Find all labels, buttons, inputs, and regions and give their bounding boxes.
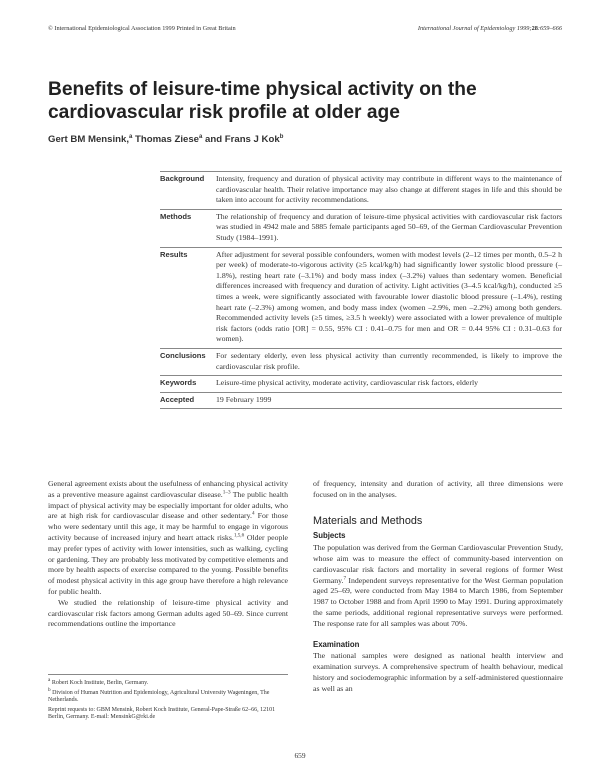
- reprint-request: Reprint requests to: GBM Mensink, Robert Koch Institute, General-Pape-Straße 62–66, 12101 Berlin, Germany. E-mail: MensinkG@rki.de: [48, 706, 276, 721]
- body-text: Independent surveys representative for the West German population aged 25–69, were conducted from May 1984 to March 1986, from September 1987 to October 1988 and from April 1990 to May 1991. During approximately the same periods, additional regional representative surveys were performed. The response rate for all samples was about 70%.: [313, 575, 563, 628]
- abstract-text: After adjustment for several possible confounders, women with modest levels (2–12 times per month, 0.5–2 h per week) of moderate-to-vigorous activity (≥5 kcal/kg/h) had significantly lower systolic blood pressure (–1.8%), resting heart rate (–3.1%) and body mass index (–3.2%) values than sedentary women. Beneficial differences increased with frequency and duration of activity. Light activities (3–4.5 kcal/kg/h), conducted ≥5 times a week, were significantly associated with favourable lower diastolic blood pressure (–1.4%), resting heart rate (–2.3%) among women, and body mass index (women –2.9%, men –2.2%) among both genders. Recommended activity levels (≥5 times, ≥3.5 h weekly) were associated with a lower prevalence of multiple risk factors (odds ratio [OR] = 0.55, 95% CI : 0.41–0.75 for men and OR = 0.44 95% CI : 0.31–0.63 for women).: [216, 249, 562, 344]
- footnote-text: Robert Koch Institute, Berlin, Germany.: [50, 680, 149, 686]
- citation-ref: 4: [251, 510, 255, 517]
- abstract-label: Methods: [160, 211, 192, 221]
- abstract-row-keywords: [160, 375, 562, 392]
- body-text: General agreement exists about the usefulness of enhancing physical activity as a preventive measure against cardiovascular disease.: [48, 479, 288, 499]
- footnote: [48, 686, 288, 705]
- author-list: [48, 134, 283, 145]
- abstract-label: Background: [160, 174, 205, 183]
- journal-header: [418, 25, 562, 32]
- abstract-text: 19 February 1999: [216, 394, 272, 404]
- body-paragraph: of frequency, intensity and duration of activity, all three dimensions were focused on in the analyses.: [313, 479, 563, 499]
- body-paragraph: The national samples were designed as national health interview and examination surveys. A comprehensive spectrum of health behaviour, medical history and sociodemographic information by a self-administered questionnaire as well as an: [313, 651, 563, 693]
- abstract-text: The relationship of frequency and duration of leisure-time physical activities with cardiovascular risk factors was studied in 4942 male and 5885 female participants aged 50–69, of the German Cardiovascular Prevention Study (1984–1991).: [216, 211, 562, 242]
- abstract-row-conclusions: [160, 348, 562, 375]
- abstract-label: Keywords: [160, 378, 197, 388]
- journal-volume: 28: [531, 25, 538, 32]
- abstract-label: Conclusions: [160, 350, 206, 360]
- body-paragraph: [313, 543, 563, 629]
- footnote: [48, 677, 288, 688]
- body-text: For those who were sedentary until this age, it may be harmful to engage in vigorous activity because of increased injury and heart attack risks.: [48, 511, 288, 542]
- footnote-text: Division of Human Nutrition and Epidemiology, Agricultural University Wageningen, The Netherlands.: [48, 689, 270, 704]
- copyright-header: © International Epidemiological Association 1999 Printed in Great Britain: [48, 25, 236, 32]
- citation-ref: 1–3: [222, 489, 231, 496]
- author-affiliation-mark: a: [199, 133, 203, 140]
- footnote-mark: b: [48, 686, 51, 693]
- body-paragraph: [48, 479, 288, 598]
- page-number: 659: [294, 751, 306, 760]
- body-text: The population was derived from the German Cardiovascular Prevention Study, whose aim was to measure the effect of community-based intervention on cardiovascular risk factors and mortality in several regions of former West Germany.: [313, 543, 563, 585]
- body-paragraph: We studied the relationship of leisure-time physical activity and cardiovascular risk factors among German adults aged 50–69. Since current recommendations outline the importance: [48, 597, 288, 629]
- abstract-text: Intensity, frequency and duration of physical activity may contribute in different ways to the maintenance of cardiovascular health. Their relative importance may also change at different stages in life and this should be taken into account for activity recommendations.: [216, 174, 562, 205]
- abstract-row-background: [160, 171, 562, 209]
- body-text: Older people may prefer types of activity with lower intensities, such as walking, cycling or gardening. They are probably less motivated by competitive elements and more by health aspects of exercise compared to the young. Possible benefits of modest physical activity in this age group have therefore a high relevance for public health.: [48, 532, 288, 596]
- abstract-row-methods: [160, 209, 562, 247]
- author-name: Gert BM Mensink,: [48, 134, 130, 145]
- affiliation-footnotes: [48, 674, 288, 724]
- author-name: and Frans J Kok: [202, 134, 280, 145]
- abstract-label: Accepted: [160, 394, 195, 404]
- citation-ref: 7: [343, 574, 347, 581]
- author-affiliation-mark: a: [129, 133, 133, 140]
- journal-year: 1999;: [516, 25, 532, 32]
- body-column-left: [48, 479, 288, 630]
- author-name: Thomas Ziese: [132, 134, 200, 145]
- footnote-mark: a: [48, 677, 51, 683]
- abstract-box: [160, 171, 562, 409]
- abstract-label: Results: [160, 249, 188, 259]
- abstract-text: Leisure-time physical activity, moderate activity, cardiovascular risk factors, elderly: [216, 378, 479, 388]
- subsection-heading: Examination: [313, 639, 360, 649]
- citation-ref: 1,5,6: [233, 532, 245, 539]
- body-text: The public health impact of physical activity may be especially important for older adults, who are at high risk for cardiovascular disease and other sedentary.: [48, 489, 288, 521]
- section-heading: Materials and Methods: [313, 514, 423, 527]
- article-title: Benefits of leisure-time physical activity on the cardiovascular risk profile at older age: [48, 79, 477, 123]
- abstract-row-accepted: [160, 392, 562, 410]
- abstract-row-results: [160, 247, 562, 348]
- abstract-text: For sedentary elderly, even less physical activity than currently recommended, is likely to improve the cardiovascular risk profile.: [216, 350, 562, 371]
- journal-name: International Journal of Epidemiology: [417, 25, 516, 32]
- journal-pages: :659–666: [537, 25, 562, 32]
- body-column-right: [313, 479, 563, 695]
- subsection-heading: Subjects: [313, 531, 346, 541]
- author-affiliation-mark: b: [279, 133, 284, 140]
